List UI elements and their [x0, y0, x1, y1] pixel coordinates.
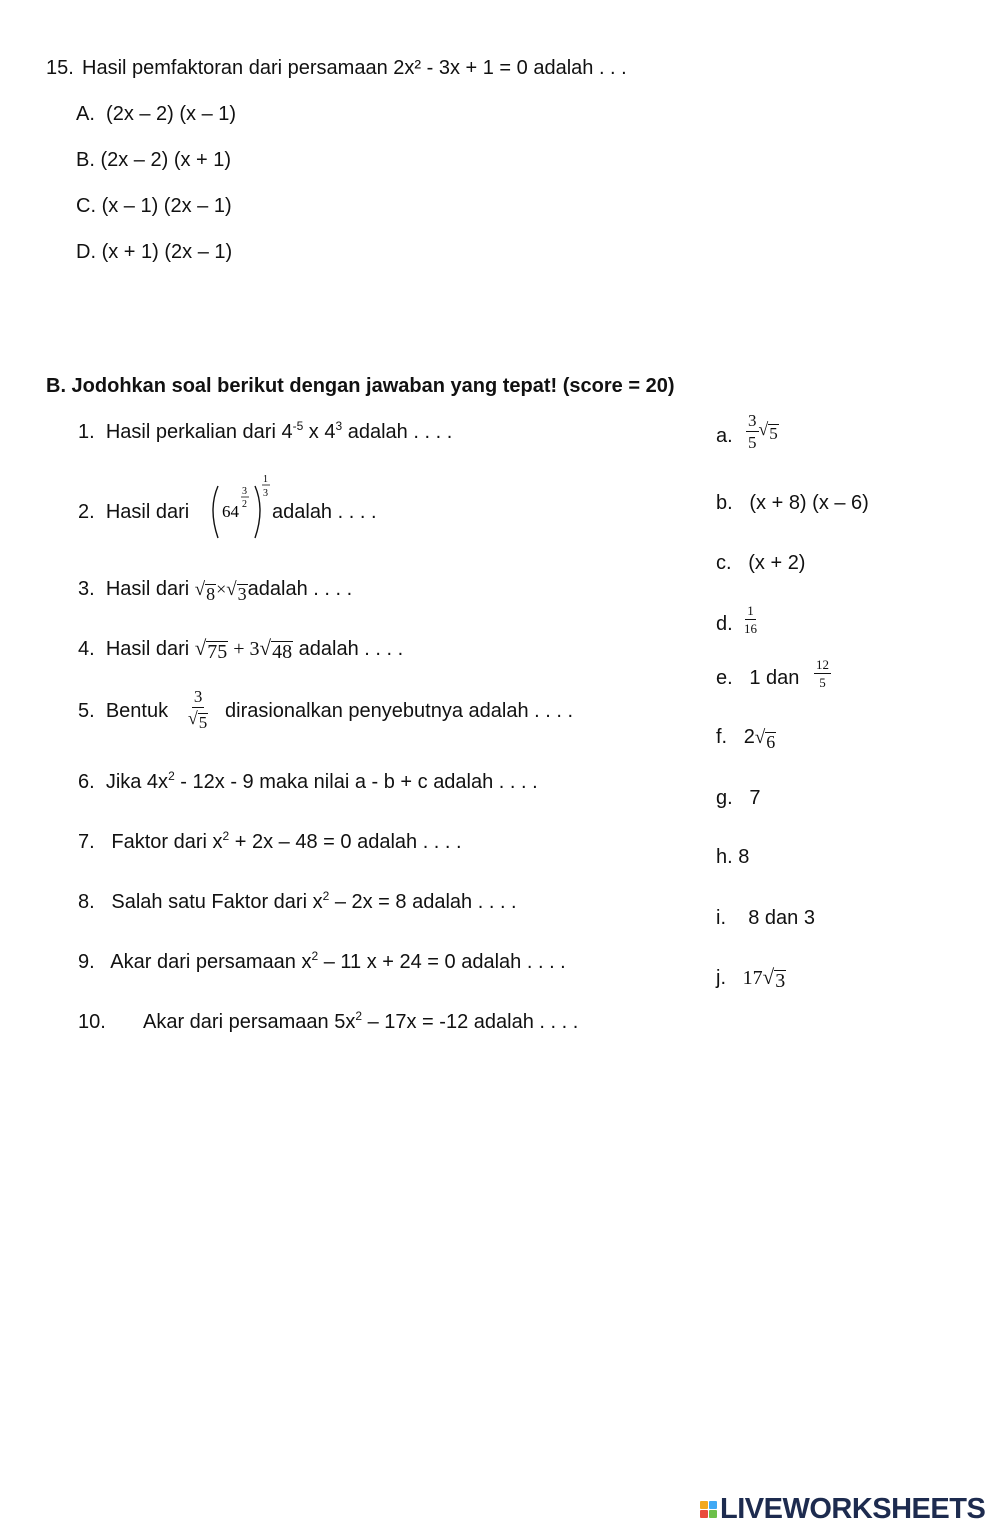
answer-f[interactable]: f. 2 √ 6 [716, 726, 776, 752]
question-10-text: Akar dari persamaan $5x^2 - 17x = -12$ adalah . . . . [143, 1009, 579, 1033]
question-number: 5. [78, 700, 95, 722]
svg-text:3: 3 [242, 486, 247, 497]
option-text: (x – 1) (2x – 1) [101, 195, 232, 217]
question-5: 5. Bentuk [78, 700, 169, 722]
question-number: 10. [78, 1011, 106, 1033]
q15-option-c[interactable] [76, 194, 232, 218]
q2-base: 64 [222, 502, 239, 521]
answer-text: (x + 8) (x – 6) [749, 492, 869, 514]
option-label: C. [76, 195, 96, 217]
option-label: A. [76, 103, 95, 125]
question-1: 1. Hasil perkalian dari $4^{-5}$ x $4^3$ adalah . . . . [78, 419, 453, 443]
answer-h[interactable] [716, 845, 749, 869]
answer-label: e. [716, 667, 733, 689]
brand-name: LIVEWORKSHEETS [720, 1492, 986, 1525]
answer-a-value: $\frac{3}{5}$ √ 5 [748, 411, 778, 452]
question-number: 2. [78, 501, 95, 523]
logo-grid-icon [700, 1501, 717, 1518]
answer-coef: 17 [742, 967, 763, 989]
answer-label: j. [716, 967, 726, 989]
q15-option-a[interactable] [76, 102, 236, 126]
answer-g[interactable] [716, 786, 760, 810]
answer-text: 1 dan [749, 667, 800, 689]
question-number: 9. [78, 951, 95, 973]
answer-d-value: $\frac{1}{16}$ [744, 603, 757, 636]
q15-option-d[interactable] [76, 240, 232, 264]
answer-text: 7 [749, 787, 761, 809]
answer-d[interactable] [716, 612, 733, 636]
question-8: 8. Salah satu Faktor dari $x^2 - 2x = 8$ adalah . . . . [78, 889, 517, 913]
option-text: (x + 1) (2x – 1) [101, 241, 233, 263]
question-10 [78, 1010, 106, 1034]
answer-label: b. [716, 492, 733, 514]
q5-fraction: 3 √ 5 [188, 687, 208, 732]
option-text: (2x – 2) (x – 1) [106, 103, 237, 125]
question-number: 8. [78, 891, 95, 913]
answer-e[interactable] [716, 666, 799, 690]
option-text: (2x – 2) (x + 1) [100, 149, 232, 171]
question-6: 6. Jika $4x^2 - 12x - 9$ maka nilai a - b + c adalah . . . . [78, 769, 538, 793]
svg-text:3: 3 [263, 488, 268, 499]
answer-text: 8 dan 3 [748, 907, 815, 929]
answer-b[interactable] [716, 491, 869, 515]
answer-label: i. [716, 907, 726, 929]
q5-post: dirasionalkan penyebutnya adalah . . . . [225, 700, 574, 722]
q2-post: adalah . . . . [272, 501, 377, 523]
answer-text: (x + 2) [748, 552, 806, 574]
answer-coef: 2 [743, 726, 755, 748]
question-number: 4. [78, 638, 95, 660]
question-number: 6. [78, 771, 95, 793]
answer-label: h. [716, 846, 733, 868]
answer-e-value: $\frac{12}{5}$ [816, 657, 829, 690]
question-4: 4. Hasil dari √ 75 + 3 √ 48 adalah . . . . [78, 636, 404, 663]
answer-a[interactable] [716, 424, 733, 448]
answer-label: a. [716, 425, 733, 447]
section-b-heading: B. Jodohkan soal berikut dengan jawaban yang tepat! (score = 20) [46, 375, 675, 397]
answer-label: c. [716, 552, 732, 574]
svg-text:2: 2 [242, 499, 247, 510]
answer-j[interactable]: j. 17 √ 3 [716, 965, 786, 992]
answer-c[interactable] [716, 551, 805, 575]
answer-label: f. [716, 726, 728, 748]
q15-option-b[interactable] [76, 148, 231, 172]
answer-label: g. [716, 787, 733, 809]
q2-power-expression [206, 472, 276, 546]
option-label: B. [76, 149, 95, 171]
answer-text: 8 [738, 846, 750, 868]
q15-text: Hasil pemfaktoran dari persamaan 2x² - 3x + 1 = 0 adalah . . . [82, 57, 627, 79]
liveworksheets-logo [700, 1492, 985, 1526]
question-number: 7. [78, 831, 95, 853]
option-label: D. [76, 241, 96, 263]
question-9: 9. Akar dari persamaan $x^2 - 11$ x + 24 = 0 adalah . . . . [78, 949, 566, 973]
answer-i[interactable] [716, 906, 815, 930]
question-number: 1. [78, 421, 95, 443]
q15-number: 15. [46, 57, 74, 79]
question-7: 7. Faktor dari $x^2 + 2x - 48 = 0$ adalah . . . . [78, 829, 462, 853]
question-2: 2. Hasil dari [78, 501, 190, 523]
question-3: 3. Hasil dari √ 8 × √ 3 adalah . . . . [78, 578, 353, 604]
svg-text:1: 1 [263, 474, 268, 485]
question-number: 3. [78, 578, 95, 600]
answer-label: d. [716, 613, 733, 635]
